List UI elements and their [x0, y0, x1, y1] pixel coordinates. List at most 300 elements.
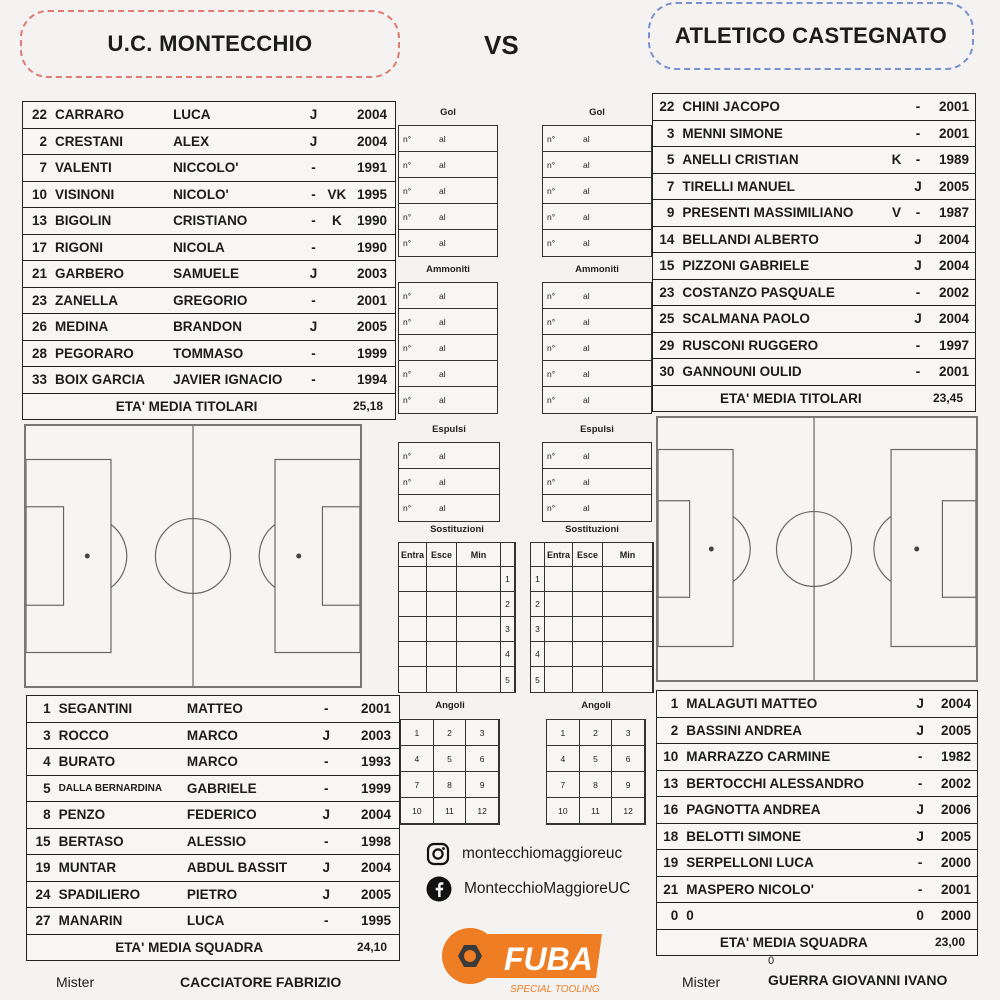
junior-flag: - [315, 775, 337, 802]
shirt-number: 5 [653, 147, 681, 174]
sub-cell[interactable] [545, 567, 573, 591]
minute-label: al [583, 368, 590, 379]
captain-flag [337, 775, 351, 802]
captain-flag [324, 367, 350, 394]
number-label: n° [547, 185, 556, 196]
junior-flag: - [907, 332, 928, 359]
sub-row[interactable] [531, 617, 653, 642]
captain-flag [891, 691, 909, 718]
birth-year: 2004 [931, 691, 978, 718]
sub-cell[interactable] [545, 592, 573, 616]
number-label: n° [547, 211, 556, 222]
player-surname: GARBERO [53, 261, 171, 288]
player-surname: CRESTANI [53, 128, 171, 155]
junior-flag: J [303, 261, 323, 288]
shirt-number: 2 [657, 717, 685, 744]
form-row[interactable] [543, 443, 651, 469]
captain-flag [337, 855, 351, 882]
player-full-name: BASSINI ANDREA [684, 717, 891, 744]
number-label: n° [547, 290, 556, 301]
sub-cell[interactable] [545, 617, 573, 641]
player-name: NICOLA [171, 234, 303, 261]
esce-header: Esce [573, 543, 603, 566]
sub-row[interactable] [399, 592, 515, 617]
form-row[interactable] [543, 283, 651, 309]
sub-cell[interactable] [457, 567, 501, 591]
avg-age-label: ETA' MEDIA TITOLARI [653, 385, 929, 412]
player-row [23, 340, 396, 367]
player-name: NICCOLO' [171, 155, 303, 182]
corner-cell[interactable]: 9 [612, 772, 645, 798]
birth-year: 2004 [929, 253, 976, 280]
facebook-icon [426, 876, 452, 902]
away-sendoffs-form [542, 418, 652, 522]
captain-flag [891, 797, 909, 824]
captain-flag [891, 770, 909, 797]
minute-label: al [583, 290, 590, 301]
number-label: n° [547, 503, 556, 513]
sub-index: 1 [531, 567, 545, 591]
birth-year: 2006 [931, 797, 978, 824]
player-full-name: PRESENTI MASSIMILIANO [680, 200, 885, 227]
junior-flag: - [303, 234, 323, 261]
sub-index: 2 [531, 592, 545, 616]
corner-cell[interactable]: 6 [612, 746, 645, 772]
away-subs-table [530, 542, 654, 693]
number-label: n° [403, 211, 412, 222]
form-row[interactable] [543, 204, 651, 230]
sub-cell[interactable] [427, 592, 457, 616]
number-label: n° [547, 159, 556, 170]
junior-flag: - [303, 287, 323, 314]
captain-flag [885, 226, 907, 253]
corner-cell[interactable]: 1 [547, 720, 580, 746]
number-label: n° [403, 316, 412, 327]
minute-label: al [439, 316, 446, 327]
birth-year: 2005 [929, 173, 976, 200]
captain-flag [891, 823, 909, 850]
birth-year: 1990 [350, 234, 395, 261]
avg-age-label: ETA' MEDIA SQUADRA [27, 934, 352, 961]
player-row [23, 102, 396, 129]
player-row [653, 94, 976, 121]
captain-flag: K [324, 208, 350, 235]
corner-cell[interactable]: 3 [466, 720, 499, 746]
player-row [23, 208, 396, 235]
avg-age-value: 23,45 [929, 385, 976, 412]
minute-label: al [439, 185, 446, 196]
home-pitch [24, 424, 362, 688]
sub-cell[interactable] [603, 617, 653, 641]
away-corners-grid [546, 719, 646, 825]
player-row [657, 797, 978, 824]
home-bench-table [26, 695, 400, 961]
sub-row[interactable] [531, 667, 653, 692]
minute-label: al [583, 316, 590, 327]
minute-label: al [583, 476, 590, 487]
corners-heading: Angoli [581, 700, 611, 711]
form-row[interactable] [399, 361, 497, 387]
form-row[interactable] [399, 230, 497, 256]
shirt-number: 13 [23, 208, 54, 235]
shirt-number: 1 [27, 696, 57, 723]
shirt-number: 13 [657, 770, 685, 797]
junior-flag: - [910, 876, 931, 903]
junior-flag: J [315, 802, 337, 829]
player-full-name: 0 [684, 903, 891, 930]
sub-row[interactable] [399, 617, 515, 642]
sub-cell[interactable] [573, 642, 603, 666]
minute-label: al [439, 503, 446, 513]
sub-cell[interactable] [603, 667, 653, 692]
player-full-name: MENNI SIMONE [680, 120, 885, 147]
junior-flag: J [315, 722, 337, 749]
number-label: n° [403, 290, 412, 301]
shirt-number: 28 [23, 340, 54, 367]
minute-label: al [439, 159, 446, 170]
corner-cell[interactable]: 11 [580, 798, 613, 824]
player-full-name: SERPELLONI LUCA [684, 850, 891, 877]
player-row [27, 855, 400, 882]
junior-flag: - [907, 359, 928, 386]
sub-index: 4 [501, 642, 515, 666]
corner-cell[interactable]: 8 [580, 772, 613, 798]
captain-flag [885, 279, 907, 306]
home-starters-table [22, 101, 396, 420]
corner-cell[interactable]: 2 [580, 720, 613, 746]
player-surname: RIGONI [53, 234, 171, 261]
form-row[interactable] [399, 204, 497, 230]
corner-cell[interactable]: 10 [401, 798, 434, 824]
player-row [23, 287, 396, 314]
sub-cell[interactable] [457, 617, 501, 641]
player-row [653, 253, 976, 280]
minute-label: al [583, 238, 590, 248]
corner-cell[interactable]: 10 [547, 798, 580, 824]
player-name: LUCA [171, 102, 303, 129]
sub-cell[interactable] [399, 617, 427, 641]
birth-year: 2004 [350, 128, 395, 155]
sendoffs-heading: Espulsi [580, 424, 614, 435]
instagram-icon [426, 842, 450, 866]
captain-flag [324, 314, 350, 341]
junior-flag: - [907, 147, 928, 174]
corner-cell[interactable]: 2 [434, 720, 467, 746]
player-full-name: TIRELLI MANUEL [680, 173, 885, 200]
corner-cell[interactable]: 12 [612, 798, 645, 824]
sub-cell[interactable] [573, 617, 603, 641]
player-row [23, 128, 396, 155]
sub-cell[interactable] [399, 592, 427, 616]
junior-flag: - [303, 208, 323, 235]
form-row[interactable] [399, 469, 499, 495]
player-surname: PENZO [57, 802, 185, 829]
corners-heading: Angoli [435, 700, 465, 711]
form-row[interactable] [399, 387, 497, 413]
shirt-number: 17 [23, 234, 54, 261]
player-surname: BIGOLIN [53, 208, 171, 235]
captain-flag [891, 717, 909, 744]
player-surname: MANARIN [57, 908, 185, 935]
birth-year: 2001 [929, 359, 976, 386]
birth-year: 1998 [351, 828, 399, 855]
corner-cell[interactable]: 12 [466, 798, 499, 824]
instagram-handle[interactable] [426, 842, 622, 866]
away-subs-heading-wrap [530, 518, 654, 542]
shirt-number: 2 [23, 128, 54, 155]
birth-year: 1997 [929, 332, 976, 359]
vs-label: VS [484, 30, 519, 60]
sub-cell[interactable] [603, 592, 653, 616]
player-surname: CARRARO [53, 102, 171, 129]
birth-year: 1987 [929, 200, 976, 227]
form-row[interactable] [399, 126, 497, 152]
form-row[interactable] [399, 309, 497, 335]
player-name: BRANDON [171, 314, 303, 341]
birth-year: 2001 [929, 120, 976, 147]
birth-year: 1991 [350, 155, 395, 182]
sub-cell[interactable] [399, 667, 427, 692]
number-label: n° [547, 316, 556, 327]
corner-cell[interactable]: 8 [434, 772, 467, 798]
sub-cell[interactable] [573, 667, 603, 692]
form-row[interactable] [543, 230, 651, 256]
player-name: CRISTIANO [171, 208, 303, 235]
home-bookings-form [398, 258, 498, 414]
corner-cell[interactable]: 5 [580, 746, 613, 772]
away-team-title: ATLETICO CASTEGNATO [648, 2, 974, 70]
sub-cell[interactable] [457, 592, 501, 616]
player-row [27, 722, 400, 749]
form-row[interactable] [543, 361, 651, 387]
minute-label: al [583, 342, 590, 353]
captain-flag [324, 128, 350, 155]
player-row [27, 696, 400, 723]
captain-flag [324, 234, 350, 261]
junior-flag: - [315, 696, 337, 723]
minute-label: al [439, 476, 446, 487]
sub-cell[interactable] [427, 642, 457, 666]
player-full-name: MALAGUTI MATTEO [684, 691, 891, 718]
birth-year: 2005 [350, 314, 395, 341]
sub-cell[interactable] [427, 567, 457, 591]
player-row [27, 749, 400, 776]
sub-cell[interactable] [545, 642, 573, 666]
player-surname: SPADILIERO [57, 881, 185, 908]
form-row[interactable] [543, 469, 651, 495]
player-surname: DALLA BERNARDINA [57, 775, 185, 802]
form-row[interactable] [543, 335, 651, 361]
home-sendoffs-form [398, 418, 500, 522]
corner-cell[interactable]: 11 [434, 798, 467, 824]
captain-flag [337, 722, 351, 749]
minute-label: al [439, 450, 446, 461]
player-name: JAVIER IGNACIO [171, 367, 303, 394]
player-row [653, 332, 976, 359]
player-surname: BURATO [57, 749, 185, 776]
player-surname: BERTASO [57, 828, 185, 855]
captain-flag: V [885, 200, 907, 227]
sub-cell[interactable] [399, 642, 427, 666]
player-row [657, 823, 978, 850]
sponsor-logo [438, 916, 608, 996]
sub-cell[interactable] [457, 642, 501, 666]
subs-header [531, 543, 653, 567]
number-label: n° [403, 503, 412, 513]
corner-cell[interactable]: 3 [612, 720, 645, 746]
birth-year: 2002 [931, 770, 978, 797]
avg-row [27, 934, 400, 961]
player-full-name: BELOTTI SIMONE [684, 823, 891, 850]
away-mister-zero: 0 [768, 955, 775, 967]
birth-year: 2003 [350, 261, 395, 288]
sendoffs-heading: Espulsi [432, 424, 466, 435]
junior-flag: J [907, 173, 928, 200]
form-row[interactable] [543, 387, 651, 413]
sub-row[interactable] [399, 567, 515, 592]
captain-flag [324, 287, 350, 314]
sub-index: 2 [501, 592, 515, 616]
sub-row[interactable] [531, 592, 653, 617]
sub-index-header [501, 543, 515, 566]
sub-index: 5 [531, 667, 545, 692]
captain-flag [891, 876, 909, 903]
sub-cell[interactable] [427, 667, 457, 692]
sub-index: 3 [531, 617, 545, 641]
sub-row[interactable] [531, 567, 653, 592]
form-row[interactable] [543, 152, 651, 178]
corner-cell[interactable]: 1 [401, 720, 434, 746]
subs-heading: Sostituzioni [565, 524, 619, 535]
home-corners-heading-wrap [400, 694, 500, 718]
shirt-number: 3 [27, 722, 57, 749]
form-row[interactable] [399, 152, 497, 178]
junior-flag: - [315, 908, 337, 935]
sub-cell[interactable] [427, 617, 457, 641]
form-row[interactable] [399, 335, 497, 361]
form-row[interactable] [543, 126, 651, 152]
avg-row [657, 929, 978, 956]
form-row[interactable] [543, 309, 651, 335]
sub-cell[interactable] [603, 567, 653, 591]
sub-cell[interactable] [573, 592, 603, 616]
away-pitch [656, 416, 978, 682]
player-row [27, 828, 400, 855]
avg-row [653, 385, 976, 412]
junior-flag: - [315, 749, 337, 776]
minute-label: al [439, 395, 446, 405]
form-row[interactable] [399, 178, 497, 204]
corner-cell[interactable]: 7 [547, 772, 580, 798]
shirt-number: 22 [23, 102, 54, 129]
player-name: GREGORIO [171, 287, 303, 314]
player-row [657, 744, 978, 771]
esce-header: Esce [427, 543, 457, 566]
sub-cell[interactable] [573, 567, 603, 591]
shirt-number: 27 [27, 908, 57, 935]
form-row[interactable] [543, 178, 651, 204]
shirt-number: 18 [657, 823, 685, 850]
birth-year: 1995 [351, 908, 399, 935]
player-full-name: MARRAZZO CARMINE [684, 744, 891, 771]
birth-year: 2005 [931, 823, 978, 850]
player-name: TOMMASO [171, 340, 303, 367]
home-subs-table [398, 542, 516, 693]
captain-flag [324, 261, 350, 288]
junior-flag: - [910, 744, 931, 771]
minute-label: al [439, 368, 446, 379]
form-row[interactable] [399, 443, 499, 469]
captain-flag: K [885, 147, 907, 174]
shirt-number: 0 [657, 903, 685, 930]
number-label: n° [547, 450, 556, 461]
player-row [657, 850, 978, 877]
avg-age-label: ETA' MEDIA SQUADRA [657, 929, 931, 956]
sub-row[interactable] [399, 667, 515, 692]
player-name: MATTEO [185, 696, 315, 723]
corner-cell[interactable]: 9 [466, 772, 499, 798]
corner-cell[interactable]: 7 [401, 772, 434, 798]
sub-cell[interactable] [545, 667, 573, 692]
player-full-name: PAGNOTTA ANDREA [684, 797, 891, 824]
bookings-heading: Ammoniti [575, 264, 619, 275]
player-name: FEDERICO [185, 802, 315, 829]
junior-flag: J [907, 226, 928, 253]
away-mister-label: Mister [682, 974, 721, 990]
shirt-number: 19 [27, 855, 57, 882]
corner-cell[interactable]: 5 [434, 746, 467, 772]
corner-cell[interactable]: 4 [547, 746, 580, 772]
birth-year: 2005 [351, 881, 399, 908]
captain-flag [337, 802, 351, 829]
sub-cell[interactable] [457, 667, 501, 692]
junior-flag: - [907, 200, 928, 227]
form-row[interactable] [399, 283, 497, 309]
shirt-number: 16 [657, 797, 685, 824]
shirt-number: 21 [657, 876, 685, 903]
sub-row[interactable] [531, 642, 653, 667]
junior-flag: J [910, 823, 931, 850]
sub-cell[interactable] [399, 567, 427, 591]
shirt-number: 4 [27, 749, 57, 776]
facebook-handle[interactable] [426, 876, 630, 902]
minute-label: al [439, 211, 446, 222]
away-corners-heading-wrap [546, 694, 646, 718]
player-row [27, 775, 400, 802]
home-mister-label: Mister [56, 974, 95, 990]
player-surname: PEGORARO [53, 340, 171, 367]
bookings-heading: Ammoniti [426, 264, 470, 275]
home-corners-grid [400, 719, 500, 825]
corner-cell[interactable]: 6 [466, 746, 499, 772]
player-name: GABRIELE [185, 775, 315, 802]
entra-header: Entra [399, 543, 427, 566]
sponsor-tagline: SPECIAL TOOLING [510, 984, 600, 995]
sub-row[interactable] [399, 642, 515, 667]
captain-flag [885, 120, 907, 147]
player-row [657, 770, 978, 797]
junior-flag: 0 [910, 903, 931, 930]
sub-cell[interactable] [603, 642, 653, 666]
captain-flag [891, 850, 909, 877]
number-label: n° [403, 159, 412, 170]
corner-cell[interactable]: 4 [401, 746, 434, 772]
sub-index-header [531, 543, 545, 566]
birth-year: 1999 [350, 340, 395, 367]
number-label: n° [403, 368, 412, 379]
entra-header: Entra [545, 543, 573, 566]
avg-age-value: 23,00 [931, 929, 978, 956]
